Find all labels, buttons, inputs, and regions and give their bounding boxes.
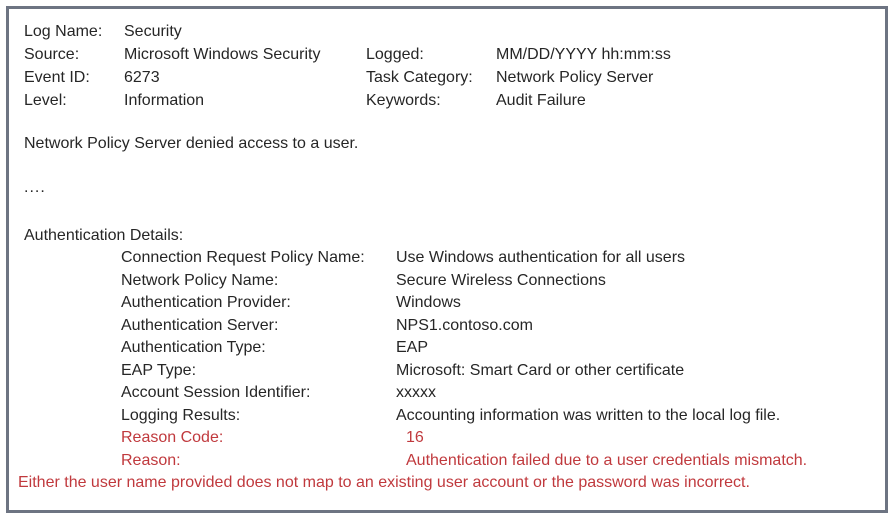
auth-detail-row: [24, 405, 873, 428]
auth-detail-row: [24, 292, 873, 315]
level-value: Information: [124, 92, 205, 109]
keywords-value: Audit Failure: [496, 92, 586, 109]
detail-label: EAP Type:: [121, 361, 197, 379]
auth-detail-row: [24, 337, 873, 360]
logged-value: MM/DD/YYYY hh:mm:ss: [496, 46, 671, 63]
reason-explanation-text: Either the user name provided does not map to an existing user account or the password was incorrect.: [18, 474, 750, 491]
header-spacer: [366, 20, 496, 43]
detail-label: Logging Results:: [121, 406, 241, 424]
logged-label: Logged:: [366, 46, 424, 63]
header-spacer: [496, 20, 873, 43]
header-row-level: [24, 89, 873, 112]
detail-value: Secure Wireless Connections: [396, 271, 606, 289]
event-header: [24, 20, 873, 112]
auth-details-list: [24, 247, 873, 472]
log-name-label: Log Name:: [24, 23, 103, 40]
header-row-source: [24, 43, 873, 66]
source-value: Microsoft Windows Security: [124, 46, 321, 63]
level-label: Level:: [24, 92, 67, 109]
auth-detail-row: [24, 247, 873, 270]
detail-label: Authentication Provider:: [121, 294, 291, 311]
event-log-panel: [6, 6, 888, 513]
auth-detail-row-reason-code: [24, 427, 873, 450]
auth-detail-row: [24, 315, 873, 338]
detail-value: NPS1.contoso.com: [396, 316, 533, 334]
auth-detail-row-reason: [24, 450, 873, 473]
auth-details-heading: Authentication Details:: [24, 227, 184, 244]
auth-detail-row: [24, 270, 873, 293]
detail-value: Accounting information was written to the local log file.: [396, 406, 781, 424]
log-name-value: Security: [124, 23, 182, 40]
event-log-content: [9, 9, 885, 495]
event-id-label: Event ID:: [24, 69, 90, 86]
event-id-value: 6273: [124, 69, 160, 86]
reason-value: Authentication failed due to a user credentials mismatch.: [406, 451, 808, 469]
task-category-label: Task Category:: [366, 69, 473, 86]
reason-code-label: Reason Code:: [121, 429, 224, 446]
source-label: Source:: [24, 46, 80, 63]
task-category-value: Network Policy Server: [496, 69, 654, 86]
header-row-event-id: [24, 66, 873, 89]
reason-code-value: 16: [406, 429, 424, 446]
reason-label: Reason:: [121, 451, 181, 469]
detail-value: EAP: [396, 339, 429, 356]
ellipsis-text: ....: [24, 179, 46, 196]
detail-label: Authentication Type:: [121, 339, 266, 356]
auth-detail-row: [24, 382, 873, 405]
detail-label: Account Session Identifier:: [121, 384, 311, 401]
header-row-log-name: [24, 20, 873, 43]
detail-label: Connection Request Policy Name:: [121, 249, 365, 266]
detail-label: Network Policy Name:: [121, 271, 279, 289]
detail-value: Microsoft: Smart Card or other certificate: [396, 361, 685, 379]
detail-value: Use Windows authentication for all users: [396, 249, 686, 266]
event-description: Network Policy Server denied access to a user.: [24, 135, 359, 152]
detail-label: Authentication Server:: [121, 316, 279, 334]
detail-value: xxxxx: [396, 384, 436, 401]
keywords-label: Keywords:: [366, 92, 441, 109]
auth-detail-row: [24, 360, 873, 383]
detail-value: Windows: [396, 294, 461, 311]
